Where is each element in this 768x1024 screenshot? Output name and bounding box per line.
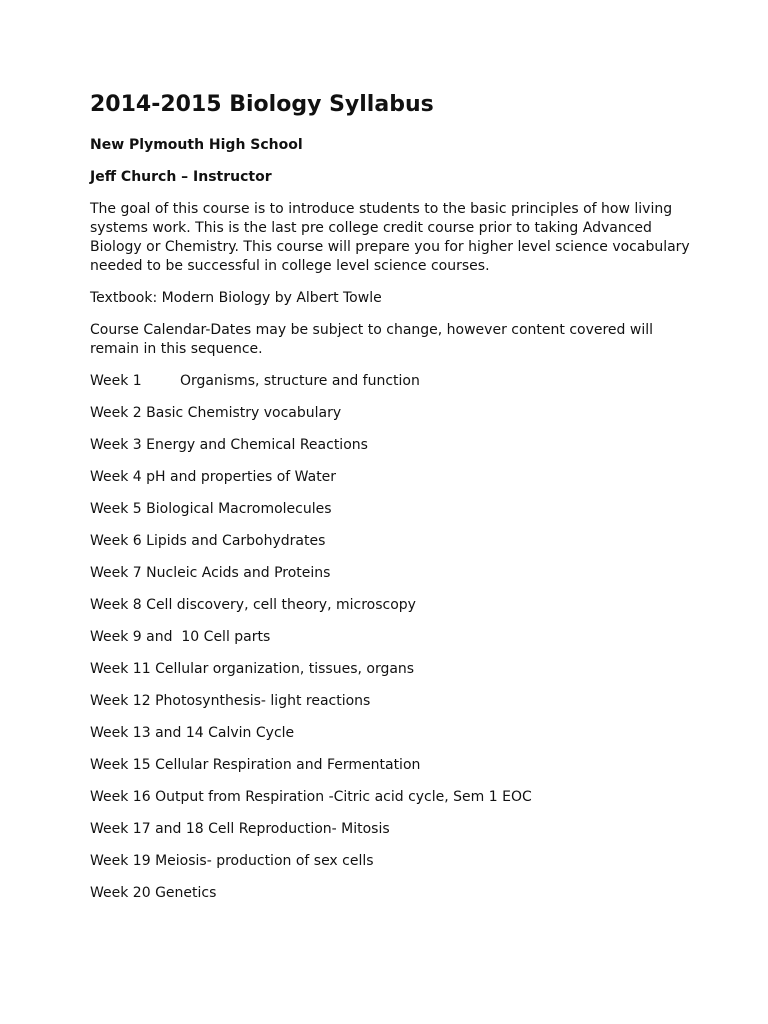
week-row	[90, 724, 690, 743]
week-label: Week 12	[90, 693, 151, 709]
week-row	[90, 628, 690, 647]
calendar-note: Course Calendar-Dates may be subject to change, however content covered will remain in this sequence.	[90, 322, 654, 357]
week-topic: Basic Chemistry vocabulary	[146, 405, 342, 421]
document-title: 2014-2015 Biology Syllabus	[90, 92, 434, 117]
week-label: Week 2	[90, 405, 142, 421]
week-row	[90, 692, 690, 711]
syllabus-page	[90, 88, 690, 916]
week-row	[90, 564, 690, 583]
week-topic: Cellular organization, tissues, organs	[155, 661, 415, 677]
week-label: Week 17 and 18	[90, 821, 204, 837]
week-row	[90, 820, 690, 839]
week-label: Week 8	[90, 597, 142, 613]
week-row	[90, 532, 690, 551]
week-row	[90, 596, 690, 615]
textbook-line: Textbook: Modern Biology by Albert Towle	[90, 290, 382, 306]
week-topic: Organisms, structure and function	[180, 373, 420, 389]
week-topic: Nucleic Acids and Proteins	[146, 565, 331, 581]
week-label: Week 3	[90, 437, 142, 453]
week-label: Week 5	[90, 501, 142, 517]
week-topic: Photosynthesis- light reactions	[155, 693, 371, 709]
week-label: Week 15	[90, 757, 151, 773]
week-topic: Genetics	[155, 885, 217, 901]
week-row	[90, 756, 690, 775]
week-row	[90, 372, 690, 391]
week-row	[90, 436, 690, 455]
week-topic: pH and properties of Water	[146, 469, 337, 485]
week-topic: Calvin Cycle	[208, 725, 295, 741]
week-topic: Meiosis- production of sex cells	[155, 853, 374, 869]
week-label: Week 11	[90, 661, 151, 677]
week-topic: Cell discovery, cell theory, microscopy	[146, 597, 416, 613]
week-row	[90, 884, 690, 903]
week-label: Week 16	[90, 789, 151, 805]
week-label: Week 7	[90, 565, 142, 581]
week-topic: Energy and Chemical Reactions	[146, 437, 368, 453]
course-intro: The goal of this course is to introduce students to the basic principles of how living systems work. This is the last pre college credit course prior to taking Advanced Biology or Chemistry. This course will prepare you for higher level science vocabulary needed to be successful in college level science courses.	[90, 201, 690, 274]
week-topic: Biological Macromolecules	[146, 501, 332, 517]
week-topic: Lipids and Carbohydrates	[146, 533, 326, 549]
instructor-name: Jeff Church – Instructor	[90, 169, 272, 185]
week-topic: Cell Reproduction- Mitosis	[208, 821, 390, 837]
week-topic: Output from Respiration -Citric acid cycle, Sem 1 EOC	[155, 789, 532, 805]
week-label: Week 19	[90, 853, 151, 869]
week-label: Week 4	[90, 469, 142, 485]
week-topic: Cell parts	[203, 629, 271, 645]
school-name: New Plymouth High School	[90, 137, 303, 153]
week-row	[90, 788, 690, 807]
week-row	[90, 660, 690, 679]
week-label: Week 20	[90, 885, 151, 901]
week-label: Week 13 and 14	[90, 725, 204, 741]
week-topic: Cellular Respiration and Fermentation	[155, 757, 421, 773]
week-row	[90, 404, 690, 423]
week-row	[90, 468, 690, 487]
week-label: Week 9 and 10	[90, 629, 200, 645]
week-label: Week 1	[90, 373, 142, 389]
week-row	[90, 500, 690, 519]
week-row	[90, 852, 690, 871]
week-label: Week 6	[90, 533, 142, 549]
